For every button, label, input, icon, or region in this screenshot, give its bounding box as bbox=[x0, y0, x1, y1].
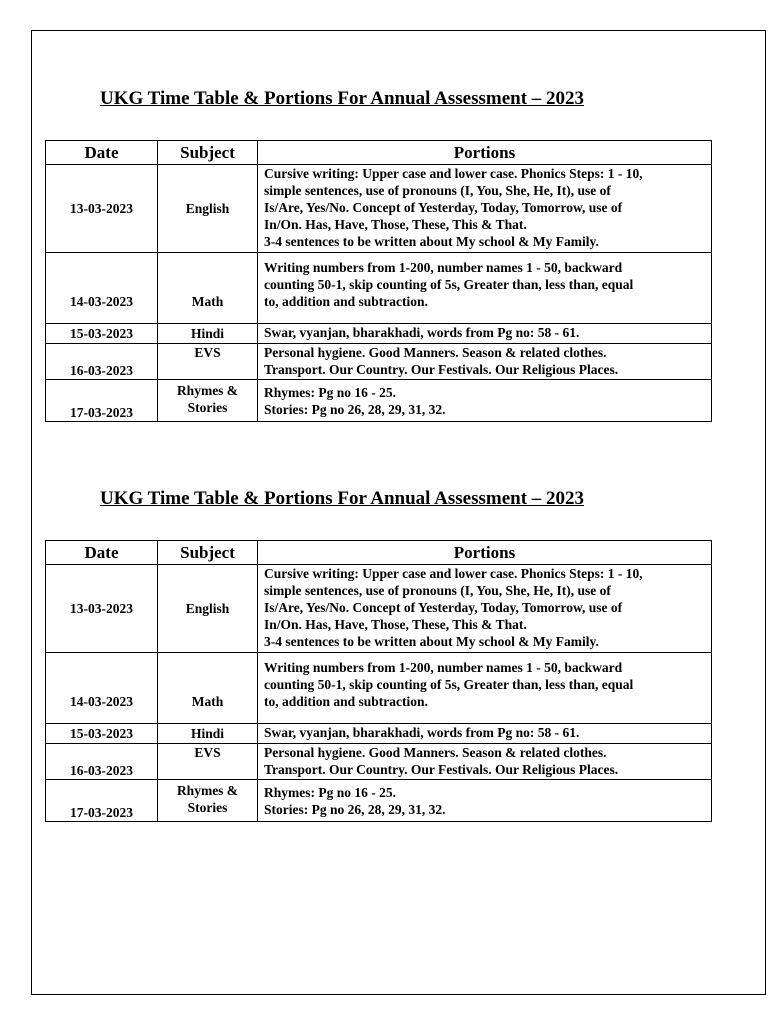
subject-line: EVS bbox=[194, 745, 221, 760]
portion-line: Writing numbers from 1-200, number names 1 - 50, backward bbox=[264, 260, 623, 275]
subject-line: Rhymes & bbox=[176, 383, 239, 398]
date-header: Date bbox=[46, 141, 158, 165]
portion-line: 3-4 sentences to be written about My school & My Family. bbox=[264, 234, 599, 249]
portion-line: Stories: Pg no 26, 28, 29, 31, 32. bbox=[264, 802, 446, 817]
section-title: UKG Time Table & Portions For Annual Assessment – 2023 bbox=[100, 488, 585, 509]
subject-line: Math bbox=[191, 294, 224, 309]
date-cell: 17-03-2023 bbox=[46, 380, 158, 422]
portions-cell bbox=[258, 565, 712, 653]
header-row bbox=[46, 141, 712, 165]
subject-cell bbox=[158, 380, 258, 422]
timetable bbox=[45, 140, 712, 422]
table-row bbox=[46, 344, 712, 380]
portions-cell bbox=[258, 344, 712, 380]
portion-line: 3-4 sentences to be written about My school & My Family. bbox=[264, 634, 599, 649]
portions-cell bbox=[258, 653, 712, 724]
subject-line: Rhymes & bbox=[176, 783, 239, 798]
subject-line: Stories bbox=[187, 800, 228, 815]
header-row bbox=[46, 541, 712, 565]
portions-cell bbox=[258, 724, 712, 744]
date-cell: 14-03-2023 bbox=[46, 653, 158, 724]
portion-line: Is/Are, Yes/No. Concept of Yesterday, Today, Tomorrow, use of bbox=[264, 600, 623, 615]
table-row bbox=[46, 324, 712, 344]
portions-cell bbox=[258, 324, 712, 344]
subject-line: English bbox=[185, 601, 230, 616]
portion-line: Writing numbers from 1-200, number names 1 - 50, backward bbox=[264, 660, 623, 675]
subject-header: Subject bbox=[158, 141, 258, 165]
subject-cell bbox=[158, 780, 258, 822]
subject-cell bbox=[158, 324, 258, 344]
portion-line: In/On. Has, Have, Those, These, This & That. bbox=[264, 617, 527, 632]
portion-line: simple sentences, use of pronouns (I, You, She, He, It), use of bbox=[264, 183, 611, 198]
table-row bbox=[46, 780, 712, 822]
portion-line: Cursive writing: Upper case and lower case. Phonics Steps: 1 - 10, bbox=[264, 566, 643, 581]
date-cell: 13-03-2023 bbox=[46, 165, 158, 253]
portions-header: Portions bbox=[258, 541, 712, 565]
portion-line: Swar, vyanjan, bharakhadi, words from Pg no: 58 - 61. bbox=[264, 725, 580, 740]
portion-line: to, addition and subtraction. bbox=[264, 294, 428, 309]
subject-line: Hindi bbox=[190, 326, 225, 341]
subject-line: Hindi bbox=[190, 726, 225, 741]
portion-line: to, addition and subtraction. bbox=[264, 694, 428, 709]
date-cell: 17-03-2023 bbox=[46, 780, 158, 822]
timetable bbox=[45, 540, 712, 822]
portion-line: Stories: Pg no 26, 28, 29, 31, 32. bbox=[264, 402, 446, 417]
portion-line: Personal hygiene. Good Manners. Season & related clothes. bbox=[264, 745, 607, 760]
portion-line: simple sentences, use of pronouns (I, You, She, He, It), use of bbox=[264, 583, 611, 598]
portion-line: In/On. Has, Have, Those, These, This & That. bbox=[264, 217, 527, 232]
portion-line: Swar, vyanjan, bharakhadi, words from Pg no: 58 - 61. bbox=[264, 325, 580, 340]
table-row bbox=[46, 253, 712, 324]
section-title: UKG Time Table & Portions For Annual Assessment – 2023 bbox=[100, 88, 585, 109]
portions-cell bbox=[258, 780, 712, 822]
date-cell: 16-03-2023 bbox=[46, 344, 158, 380]
portion-line: Transport. Our Country. Our Festivals. Our Religious Places. bbox=[264, 762, 619, 777]
table-row bbox=[46, 744, 712, 780]
table-row bbox=[46, 565, 712, 653]
subject-line: English bbox=[185, 201, 230, 216]
subject-header: Subject bbox=[158, 541, 258, 565]
date-cell: 15-03-2023 bbox=[46, 724, 158, 744]
portion-line: Transport. Our Country. Our Festivals. Our Religious Places. bbox=[264, 362, 619, 377]
subject-cell bbox=[158, 165, 258, 253]
portions-cell bbox=[258, 380, 712, 422]
portions-cell bbox=[258, 744, 712, 780]
subject-line: Stories bbox=[187, 400, 228, 415]
date-header: Date bbox=[46, 541, 158, 565]
date-cell: 14-03-2023 bbox=[46, 253, 158, 324]
table-row bbox=[46, 653, 712, 724]
subject-cell bbox=[158, 565, 258, 653]
portion-line: counting 50-1, skip counting of 5s, Greater than, less than, equal bbox=[264, 277, 634, 292]
portion-line: Rhymes: Pg no 16 - 25. bbox=[264, 385, 396, 400]
subject-cell bbox=[158, 253, 258, 324]
table-row bbox=[46, 724, 712, 744]
date-cell: 13-03-2023 bbox=[46, 565, 158, 653]
subject-line: EVS bbox=[194, 345, 221, 360]
portion-line: Rhymes: Pg no 16 - 25. bbox=[264, 785, 396, 800]
portion-line: Is/Are, Yes/No. Concept of Yesterday, Today, Tomorrow, use of bbox=[264, 200, 623, 215]
table-row bbox=[46, 165, 712, 253]
date-cell: 16-03-2023 bbox=[46, 744, 158, 780]
portions-cell bbox=[258, 253, 712, 324]
date-cell: 15-03-2023 bbox=[46, 324, 158, 344]
subject-cell bbox=[158, 724, 258, 744]
portions-cell bbox=[258, 165, 712, 253]
portion-line: Personal hygiene. Good Manners. Season & related clothes. bbox=[264, 345, 607, 360]
subject-cell bbox=[158, 344, 258, 380]
portion-line: Cursive writing: Upper case and lower case. Phonics Steps: 1 - 10, bbox=[264, 166, 643, 181]
subject-cell bbox=[158, 653, 258, 724]
portion-line: counting 50-1, skip counting of 5s, Greater than, less than, equal bbox=[264, 677, 634, 692]
table-row bbox=[46, 380, 712, 422]
subject-line: Math bbox=[191, 694, 224, 709]
portions-header: Portions bbox=[258, 141, 712, 165]
subject-cell bbox=[158, 744, 258, 780]
